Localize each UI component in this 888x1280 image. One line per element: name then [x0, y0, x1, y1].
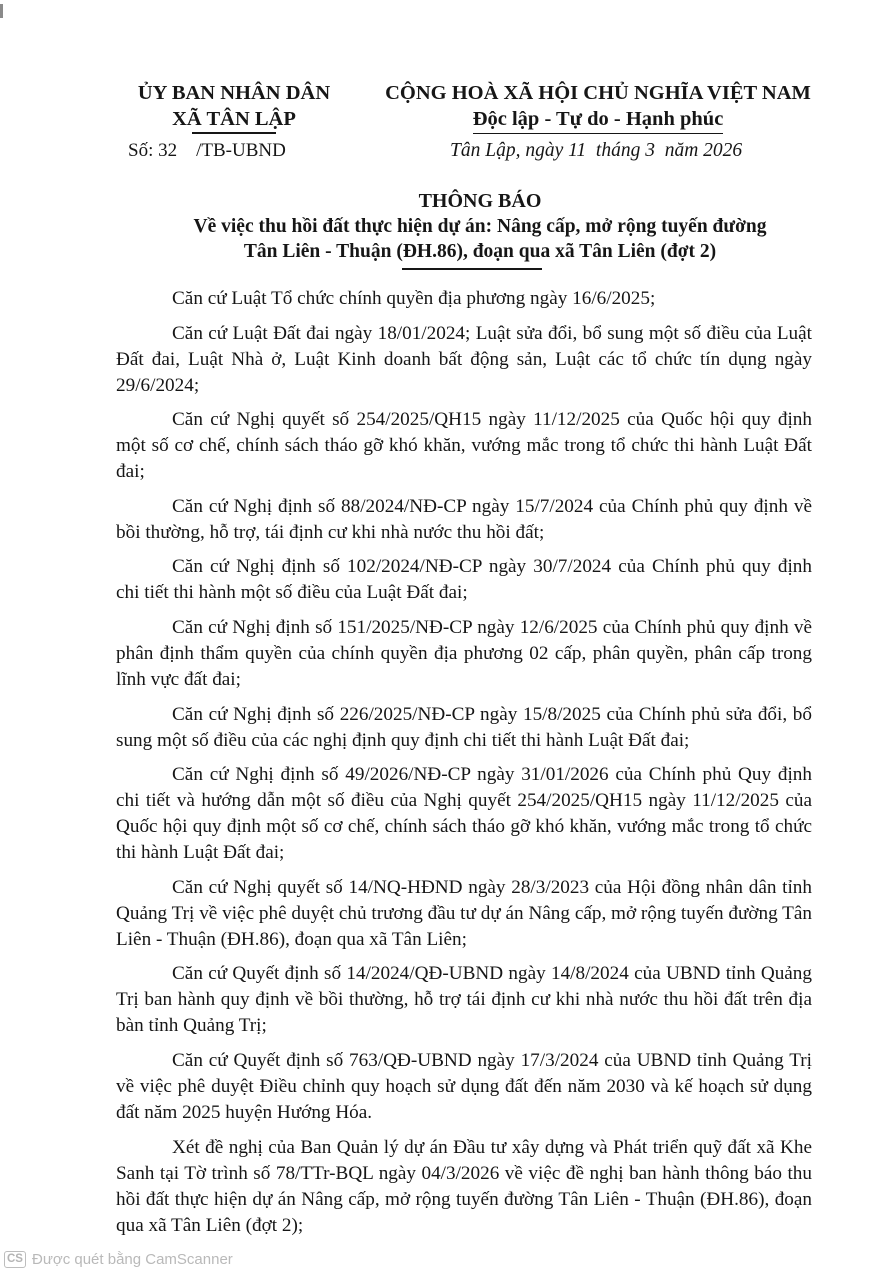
- agency-name: ỦY BAN NHÂN DÂN: [137, 82, 331, 104]
- proposal-paragraph: Xét đề nghị của Ban Quản lý dự án Đầu tư xây dựng và Phát triển quỹ đất xã Khe Sanh tại Tờ trình số 78/TTr-BQL ngày 04/3/2026 về việc đề nghị ban hành thông báo thu hồi đất thực hiện dự án Nâng cấp, mở rộng tuyến đường Tân Liên - Thuận (ĐH.86), đoạn qua xã Tân Liên (đợt 2);: [116, 1136, 812, 1236]
- place-date: Tân Lập, ngày 11 tháng 3 năm 2026: [450, 140, 743, 161]
- legal-basis-paragraph: Căn cứ Luật Đất đai ngày 18/01/2024; Luật sửa đổi, bổ sung một số điều của Luật Đất đai, Luật Nhà ở, Luật Kinh doanh bất động sản, Luật các tổ chức tín dụng ngày 29/6/2024;: [116, 322, 812, 396]
- legal-basis-paragraph: Căn cứ Nghị định số 151/2025/NĐ-CP ngày 12/6/2025 của Chính phủ quy định về phân định thẩm quyền của chính quyền địa phương 02 cấp, phân quyền, phân cấp trong lĩnh vực đất đai;: [116, 616, 812, 690]
- title-divider: [402, 268, 542, 270]
- legal-basis-paragraph: Căn cứ Nghị định số 88/2024/NĐ-CP ngày 15/7/2024 của Chính phủ quy định về bồi thường, hỗ trợ, tái định cư khi nhà nước thu hồi đất;: [116, 495, 812, 543]
- agency-commune: XÃ TÂN LẬP: [172, 108, 296, 130]
- legal-basis-paragraph: Căn cứ Nghị quyết số 14/NQ-HĐND ngày 28/3/2023 của Hội đồng nhân dân tỉnh Quảng Trị về việc phê duyệt chủ trương đầu tư dự án Nâng cấp, mở rộng tuyến đường Tân Liên - Thuận (ĐH.86), đoạn qua xã Tân Liên;: [116, 876, 812, 950]
- scan-edge-mark: [0, 4, 3, 18]
- legal-basis-paragraph: Căn cứ Quyết định số 14/2024/QĐ-UBND ngày 14/8/2024 của UBND tỉnh Quảng Trị ban hành quy định về bồi thường, hỗ trợ tái định cư khi nhà nước thu hồi đất trên địa bàn tỉnh Quảng Trị;: [116, 963, 812, 1037]
- national-title: CỘNG HOÀ XÃ HỘI CHỦ NGHĨA VIỆT NAM: [385, 82, 811, 104]
- national-motto: Độc lập - Tự do - Hạnh phúc: [472, 108, 724, 130]
- camscanner-text: Được quét bằng CamScanner: [31, 1251, 233, 1268]
- legal-basis-paragraph: Căn cứ Nghị định số 226/2025/NĐ-CP ngày 15/8/2025 của Chính phủ sửa đổi, bổ sung một số điều của các nghị định quy định chi tiết thi hành Luật Đất đai;: [116, 703, 812, 751]
- legal-basis-paragraph: Căn cứ Luật Tổ chức chính quyền địa phương ngày 16/6/2025;: [172, 288, 656, 309]
- document-subject-line-2: Tân Liên - Thuận (ĐH.86), đoạn qua xã Tân Liên (đợt 2): [243, 241, 717, 262]
- agency-header: [118, 80, 350, 132]
- document-title: THÔNG BÁO: [418, 190, 542, 212]
- document-title-block: [100, 188, 860, 270]
- document-subject-line-1: Về việc thu hồi đất thực hiện dự án: Nâng cấp, mở rộng tuyến đường: [193, 216, 767, 237]
- camscanner-watermark: [4, 1251, 233, 1268]
- legal-basis-paragraph: Căn cứ Nghị quyết số 254/2025/QH15 ngày 11/12/2025 của Quốc hội quy định một số cơ chế, chính sách tháo gỡ khó khăn, vướng mắc trong tổ chức thi hành Luật Đất đai;: [116, 409, 812, 483]
- legal-basis-paragraph: Căn cứ Nghị định số 49/2026/NĐ-CP ngày 31/01/2026 của Chính phủ Quy định chi tiết và hướng dẫn một số điều của Nghị quyết 254/2025/QH15 ngày 11/12/2025 của Quốc hội quy định một số cơ chế, chính sách tháo gỡ khó khăn, vướng mắc trong tổ chức thi hành Luật Đất đai;: [116, 764, 812, 864]
- document-body: [116, 286, 812, 1247]
- legal-basis-paragraph: Căn cứ Quyết định số 763/QĐ-UBND ngày 17/3/2024 của UBND tỉnh Quảng Trị về việc phê duyệt Điều chỉnh quy hoạch sử dụng đất đến năm 2030 và kế hoạch sử dụng đất năm 2025 huyện Hướng Hóa.: [116, 1049, 812, 1123]
- camscanner-logo-icon: CS: [4, 1251, 26, 1268]
- legal-basis-paragraph: Căn cứ Nghị định số 102/2024/NĐ-CP ngày 30/7/2024 của Chính phủ quy định chi tiết thi hành một số điều của Luật Đất đai;: [116, 556, 812, 604]
- national-header: [368, 80, 828, 132]
- document-number: Số: 32 /TB-UBND: [128, 140, 286, 161]
